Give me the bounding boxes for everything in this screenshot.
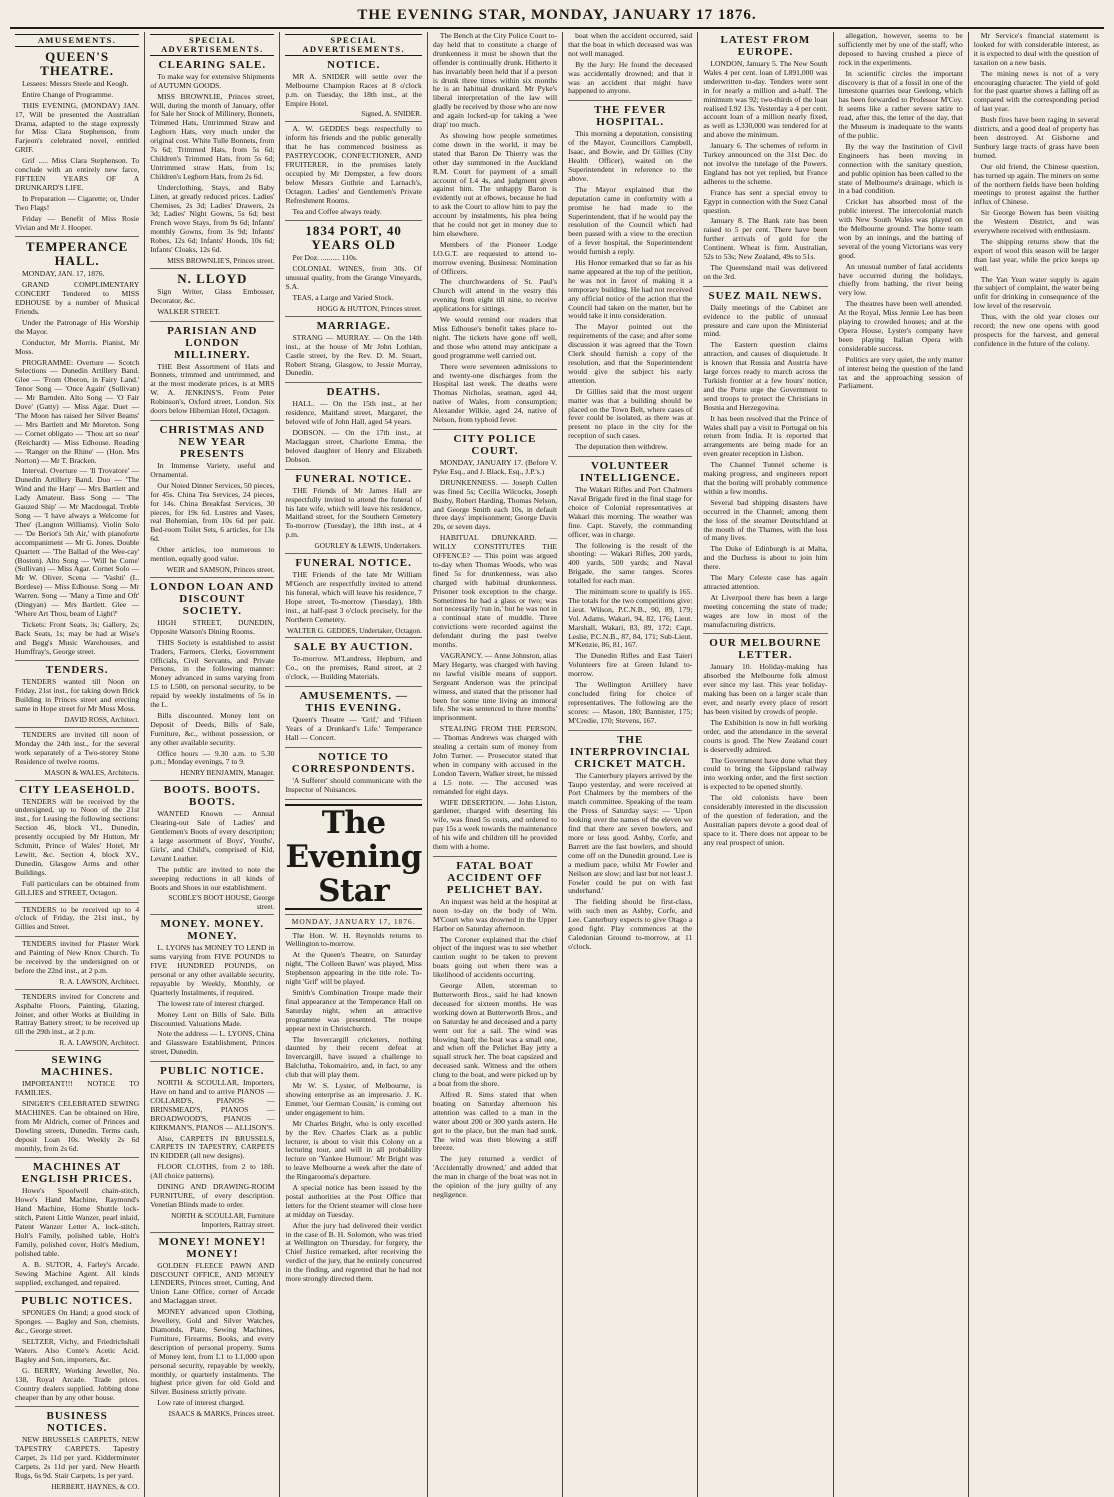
headline: MONEY! MONEY! MONEY! <box>158 1235 267 1260</box>
headline: FUNERAL NOTICE. <box>295 557 412 570</box>
advertisement-block <box>150 1236 274 1421</box>
signature: Signed, A. SNIDER. <box>361 109 422 119</box>
paragraph: The fielding should be first-class, with such men as Ashby, Corfe, and Lee. Canterbury expects to give Otago a good fight. Play commences at the Caledonian Ground to-morrow, at 11 o'clock. <box>568 897 693 951</box>
paragraph: Also, CARPETS IN BRUSSELS, CARPETS IN TAPESTRY, CARPETS IN KIDDER (all new designs). <box>150 1133 275 1161</box>
headline: THE INTERPROVINCIAL CRICKET MATCH. <box>569 733 691 770</box>
paragraph: HIGH STREET, DUNEDIN, Opposite Watson's Dining Rooms. <box>150 617 275 636</box>
paragraph: By the way the Institution of Civil Engineers has been moving in connection with the sanitary question, and public opinion has been called to the state of Melbourne's drainage, which is in a bad condition. <box>838 141 963 196</box>
signature: ISAACS & MARKS, Princes street. <box>168 1409 275 1419</box>
paragraph: The Duke of Edinburgh is at Malta, and the Duchess is about to join him there. <box>703 544 828 572</box>
signature: MISS BROWNLIE'S, Princes street. <box>167 255 275 265</box>
advertisement-block <box>433 860 557 1204</box>
headline: QUEEN'S THEATRE. <box>40 48 115 78</box>
paragraph: THE Friends of the late Mr William M'Geoch are respectfully invited to attend his funeral, which will leave his residence, 7 Hope street, To-morrow (Tuesday), 18th inst., at half-past 3 o'clock precisely, for the Northern Cemetery. <box>285 570 422 624</box>
paragraph: TENDERS are invited till noon of Monday the 24th inst., for the several work separately of a Two-storey Stone Residence of twelve rooms. <box>15 730 140 766</box>
paragraph: Under the Patronage of His Worship the Mayor. <box>15 317 140 336</box>
paragraph: The Wakari Rifles and Port Chalmers Naval Brigade fired in the final stage for choice of Colonial representatives at Wakari this morning. The weather was fine. Capt. Stavely, the commanding officer, was in charge. <box>568 485 693 539</box>
paragraph: COLONIAL WINES, from 30s. Of unusual quality, from the Grange Vineyards, S.A. <box>285 264 422 292</box>
paragraph: The theatres have been well attended. At the Royal, Miss Jennie Lee has been playing to crowded houses; and at the Opera House, Lyster's company have been playing Italian Opera with considerable success. <box>838 299 963 353</box>
paragraph: HALL. — On the 15th inst., at her residence, Maitland street, Margaret, the beloved wife of John Hall, aged 54 years. <box>285 399 422 427</box>
column-2 <box>145 32 280 1497</box>
advertisement-block <box>150 59 274 269</box>
paragraph: Conductor, Mr Morris. Pianist, Mr Moss. <box>15 337 140 356</box>
paragraph: A. W. GEDDES begs respectfully to inform his friends and the public generally that he has commenced business as PASTRYCOOK, CONFECTIONER, AND FRUITERER, in the premises lately occupied by Mr Dempster, a few doors below Messrs Guthrie and Larnach's, Octagon. Ladies' and Gentlemen's Private Refreshment Rooms. <box>285 124 422 205</box>
paragraph: In scientific circles the important discovery is that of a fossil in one of the limestone quarries near Geelong, which has been forwarded to Professor M'Coy. It seems like a rather severe satire to read, after this, the letter of the day, that the Museum is inadequate to the wants of the public. <box>838 68 963 140</box>
advertisement-block <box>15 731 139 781</box>
paragraph: An unusual number of fatal accidents have occurred during the holidays, chiefly from bathing, the river being very low. <box>838 261 963 298</box>
signature: WALTER G. GEDDES, Undertaker, Octagon. <box>287 625 422 635</box>
paragraph: January 10. Holiday-making has absorbed the Melbourne folk almost ever since my last. This year holiday-making has been on a larger scale than ever, and nearly every place of resort has been visited by crowds of people. <box>703 662 828 716</box>
headline: AMUSEMENTS. — THIS EVENING. <box>299 690 408 715</box>
signature: HENRY BENJAMIN, Manager. <box>180 768 275 778</box>
advertisement-block <box>433 433 557 857</box>
paragraph: TEAS, a Large and Varied Stock. <box>292 293 394 303</box>
advertisement-block <box>15 940 139 990</box>
paragraph: THE Best Assortment of Hats and Bonnets, trimmed and untrimmed, and at the most moderate prices, is at MRS W. A. JENKINS'S, From Peter Robinson's, Oxford street, London. Six doors below Hibernian Hotel, Octagon. <box>150 361 275 416</box>
dateline: MONDAY, JANUARY 17, 1876. <box>285 918 421 929</box>
advertisement-block <box>285 804 421 915</box>
paragraph: The Queensland mail was delivered on the 3rd. <box>703 262 828 281</box>
headline: BOOTS. BOOTS. BOOTS. <box>163 784 261 809</box>
paragraph: The shipping returns show that the export of wool this season will be larger than last year, while the price keeps up well. <box>973 236 1099 273</box>
paragraph: Grif ..... Miss Clara Stephenson. To conclude with an entirely new farce, FIFTEEN YEARS OF A DRUNKARD'S LIFE. <box>15 156 140 192</box>
advertisement-block <box>15 240 139 661</box>
advertisement-block <box>285 224 421 316</box>
paragraph: The Mayor pointed out the requirements of the case; and after some discussion it was agreed that the Town Clerk should furnish a copy of the resolution, and that the Superintendent would give the subject his early attention. <box>568 322 693 385</box>
signature: MASON & WALES, Architects. <box>44 767 140 777</box>
paragraph: There were seventeen admissions to and twenty-one discharges from the Hospital last week. The deaths were Thomas Nicholas, seaman, aged 44, native of Wales, from consumption; Alexander Wilkie, aged 24, native of Nelson, from typhoid fever. <box>432 361 558 425</box>
advertisement-block <box>285 473 421 554</box>
paragraph: We would remind our readers that Miss Edhouse's benefit takes place to-night. The tickets have gone off well, and those who attend may anticipate a good programme well carried out. <box>432 315 558 360</box>
advertisement-block <box>285 125 421 221</box>
paragraph: Entire Change of Programme. <box>22 89 114 99</box>
paragraph: Dr Gillies said that the most urgent matter was that a building should be placed on the Town Belt, where cases of fever could be isolated, as there was at present no place in the city for the reception of such cases. <box>568 386 693 441</box>
masthead <box>10 6 1104 29</box>
paragraph: The following is the result of the shooting: — Wakari Rifles, 200 yards, 400 yards, 500 yards; and Naval Brigade, the same ranges. Scores totalled for each man. <box>568 540 693 586</box>
advertisement-block <box>15 993 139 1051</box>
advertisement-block <box>15 1295 139 1407</box>
paragraph: FLOOR CLOTHS, from 2 to 18ft. (All choice patterns). <box>150 1162 275 1181</box>
paragraph: By the Jury: He found the deceased was accidentally drowned; and that it was an accident that might have happened to anyone. <box>568 59 693 96</box>
paragraph: Howe's Spoolwell chain-stitch, Howe's Hand Machine, Raymond's Hand Machine, Home Shuttle lock-stitch, Patent Little Wanzer, pearl inlaid, Patent Wanzer Letter A, lock-stitch, Holt's Family, polished table, Holt's Family, polished cover, Holt's Medium, polished table. <box>15 1186 140 1258</box>
headline: TENDERS. <box>45 664 109 677</box>
paragraph: GRAND COMPLIMENTARY CONCERT Tendered to MISS EDHOUSE by a number of Musical Friends. <box>15 280 140 317</box>
headline: LATEST FROM EUROPE. <box>720 34 811 58</box>
headline: MONEY. MONEY. MONEY. <box>160 918 265 943</box>
paragraph: This morning a deputation, consisting of the Mayor, Councillors Campbell, Isaac, and Bowie, and Dr Gillies (City Health Officer), waited on the Superintendent in reference to the above. <box>568 129 693 183</box>
paragraph: Cricket has absorbed most of the public interest. The intercolonial match with New South Wales was played on the Melbourne ground. The home team won by an innings, and the batting of several of the young Victorians was very good. <box>838 197 963 260</box>
paragraph: Lessees: Messrs Steele and Keogh. <box>22 78 129 88</box>
paragraph: LONDON, January 5. The New South Wales 4 per cent. loan of L891,000 was underwritten to-day. Tenders were sent in for nearly a million and a-half. The minimum was 92; two-thirds of the loan realised L92 13s. Yesterday a 4 per cent. account loan of a million nearly fixed, as well as L330,000 was tendered for at and above the minimum. <box>703 59 828 140</box>
paragraph: January 8. The Bank rate has been raised to 5 per cent. There have been further arrivals of gold for the Continent. Wheat is firm. Australian, 52s to 53s; New Zealand, 49s to 51s. <box>703 216 828 262</box>
paragraph: Interval. Overture — 'Il Trovatore' — Dunedin Artillery Band. Duo — 'The Wind and the Harp' — Mrs Bartlett and Lady Amateur. Bass Song — 'The Gauzed Ship' — Mr Macdougal. Treble Song — 'I have always a Welcome for Thee' (Langton Williams). Violin Solo — 'De Beriot's 5th Air,' with pianoforte accompaniment — Mr G. Jones. Double Quartett — 'The Ballad of the Wee-cay' (Boston). Alto Song — 'Will he Come' (Sullivan) — Miss Agar. Cornet Solo — Mr W. Oliver. Scena — 'Vashti' (L. Bordese) — Miss Edhouse. Song — Mr Warren. Song — 'Many a Time and Oft' (Dingyan) — Mrs Bartlett. Glee — 'Where Art Thou, beam of Light?' <box>15 466 140 618</box>
paragraph: STRANG — MURRAY. — On the 14th inst., at the house of Mr John Lothian, Castle street, by the Rev. D. M. Stuart, Robert Strang, Glasgow, to Jessie Murray, Dunedin. <box>285 332 422 378</box>
paragraph: Underclothing, Stays, and Baby Linen, at greatly reduced prices. Ladies' Chemises, 2s 3d; Ladies' Drawers, 2s 3d; Ladies' Night Gowns, 5s 6d; best French wove Stays, from 9s 6d; Infants' monthly Gowns, from 3s 9d; Infants' Robes, 12s 6d; Infants' Hoods, 10s 6d; Infants' Cloaks, 12s 6d. <box>150 182 275 255</box>
paragraph: MISS BROWNLIE, Princes street, Will, during the month of January, offer for Sale her Stock of Millinery, Bonnets, Trimmed Hats, Untrimmed Straw and Leghorn Hats, very much under the original cost. White Tulle Bonnets, from 7s 6d; Trimmed Hats, from 5s 6d; Children's Trimmed Hats, from 5s 6d; Untrimmed straw Hats, from 1s; Children's Leghorn Hats, from 2s 6d. <box>150 91 275 181</box>
paragraph: MONDAY, JAN. 17, 1876. <box>22 269 105 279</box>
advertisement-block <box>15 906 139 938</box>
headline: NOTICE. <box>327 58 381 71</box>
column-6 <box>698 32 833 1497</box>
paragraph: Tickets: Front Seats, 3s; Gallery, 2s; Back Seats, 1s; may be had at Wise's and Begg's Music Warehouses, and Humffray's, George street. <box>15 619 140 656</box>
advertisement-block <box>15 1410 139 1493</box>
paragraph: THIS EVENING, (MONDAY) JAN. 17, Will be presented the Australian Drama, adapted to the stage expressly for Miss Clara Stephenson, from Farjeon's celebrated novel, entitled GRIF. <box>15 100 140 155</box>
paragraph: The old colonists have been considerably interested in the discussion of the question of federation, and the Australian papers devote a good deal of space to it. There does not appear to be any real prospect of union. <box>703 793 828 847</box>
headline: PUBLIC NOTICE. <box>160 1065 265 1078</box>
paragraph: In Immense Variety, useful and Ornamental. <box>150 461 275 479</box>
headline: N. LLOYD <box>177 270 248 286</box>
headline: TEMPERANCE HALL. <box>25 239 129 269</box>
column-3 <box>280 32 427 1497</box>
paragraph: TENDERS invited for Plaster Work and Painting of New Knox Church. To be received by the undersigned on or before the 22nd inst., at 2 p.m. <box>15 939 140 975</box>
advertisement-block <box>568 734 692 956</box>
paragraph: Mr Service's financial statement is looked for with considerable interest, as it is expected to deal with the question of taxation on a new basis. <box>973 31 1099 67</box>
paragraph: DRUNKENNESS. — Joseph Cullen was fined 5s; Cecilia Wilcocks, Joseph Busby, Robert Harding, Thomas Nelson, and George Smith each 10s, in default three days' imprisonment; George Davis 20s, or seven days. <box>432 477 558 532</box>
advertisement-block <box>285 59 421 123</box>
paragraph: An inquest was held at the hospital at noon to-day on the body of Wm. M'Court who was drowned in the Upper Harbor on Saturday afternoon. <box>432 896 558 933</box>
signature: HOGG & HUTTON, Princes street. <box>317 303 422 313</box>
paragraph: The lowest rate of interest charged. <box>157 998 265 1008</box>
paragraph: Members of the Pioneer Lodge I.O.G.T. are requested to attend to-morrow evening. Business: Nomination of Officers. <box>432 239 558 276</box>
advertisement-block <box>150 1065 274 1233</box>
paragraph: Sir George Bowen has been visiting the Western District, and was everywhere received with enthusiasm. <box>973 208 1099 236</box>
paragraph: The Hon. W. H. Reynolds returns to Wellington to-morrow. <box>285 930 422 949</box>
advertisement-block <box>433 32 557 430</box>
paragraph: In Preparation — Cigarette; or, Under Two Flags! <box>15 193 140 212</box>
headline: LONDON LOAN AND DISCOUNT SOCIETY. <box>150 580 275 617</box>
paragraph: At Liverpool there has been a large meeting concerning the state of trade; wages are low in most of the manufacturing districts. <box>703 592 828 629</box>
advertisement-block <box>15 784 139 903</box>
paragraph: DINING AND DRAWING-ROOM FURNITURE, of every description. Venetian Blinds made to order. <box>150 1182 275 1209</box>
paragraph: To make way for extensive Shipments of AUTUMN GOODS. <box>150 71 275 90</box>
signature: GOURLEY & LEWIS, Undertakers. <box>314 541 422 551</box>
paragraph: Money Lent on Bills of Sale. Bills Discounted. Valuations Made. <box>150 1009 275 1028</box>
advertisement-block <box>150 325 274 421</box>
paragraph: Office hours — 9.30 a.m. to 5.30 p.m.; Monday evenings, 7 to 9. <box>150 748 275 767</box>
paragraph: WALKER STREET. <box>157 306 220 316</box>
signature: R. A. LAWSON, Architect. <box>59 1038 140 1048</box>
paragraph: GOLDEN FLEECE PAWN AND DISCOUNT OFFICE, AND MONEY LENDERS, Princes street, Cutting, And Union Lane Office, corner of Arcade and Maclaggan street. <box>150 1260 275 1306</box>
paragraph: The Mayor explained that the deputation came in conformity with a promise he had made to the Superintendent, that if he would pay the resolution of the Council which had been passed with a view to the erection of a fever hospital, the Superintendent would furnish a reply. <box>568 184 693 257</box>
paragraph: Bills discounted. Money lent on Deposit of Deeds, Bills of Sale, Furniture, &c., without possession, or any other available security. <box>150 710 275 747</box>
advertisement-block <box>285 557 421 638</box>
paragraph: HABITUAL DRUNKARD. — WILLY CONSTITUTES THE OFFENCE? — This point was argued to-day when Thomas Woods, who was fined 5s for drunkenness, was also charged with habitual drunkenness. Prisoner took exception to the charge. Sometimes he had a glass or two; was not necessarily 'run in,' but he was not in a continual state of muddle. Three convictions were recorded against the defendant during the past twelve months. <box>432 533 558 650</box>
paragraph: After the jury had delivered their verdict in the case of B. H. Solomon, who was tried at Wellington on Thursday, for forgery, the Chief Justice remarked, after receiving the verdict of the jury, that he entirely concurred in the finding, and regretted that he had not more strongly directed them. <box>285 1220 422 1284</box>
paragraph: Several bad shipping disasters have occurred in the Channel; among them the loss of the steamer Deutschland at the mouth of the Thames, with the loss of many lives. <box>703 497 828 543</box>
paragraph: Our old friend, the Chinese question, has turned up again. The miners on some of the northern fields have been holding meetings to protest against the further influx of Chinese. <box>973 161 1099 207</box>
paragraph: The Exhibition is now in full working order, and the attendance in the several courts is good. The New Zealand court is deservedly admired. <box>703 717 828 754</box>
paragraph: WIFE DESERTION. — John Liston, gardener, charged with deserting his wife, was fined 5s costs, and ordered to pay 15s a week towards the maintenance of his wife and children till he provided them with a home. <box>432 797 558 852</box>
paragraph: Sign Writer, Glass Embosser, Decorator, &c. <box>150 286 275 305</box>
paragraph: His Honor remarked that so far as his name appeared at the top of the petition, he was not in favor of making it a temporary building. He had not received any official notice of the action that the Council had taken on the matter, but he would take it into consideration. <box>568 258 693 321</box>
paragraph: Alfred R. Sims stated that when boating on Saturday afternoon his attention was called to a man in the water about 200 or 300 yards astern. He got to the place, but the man had sunk. The wind was then blowing a stiff breeze. <box>432 1089 558 1153</box>
headline: PARISIAN AND LONDON MILLINERY. <box>167 324 258 361</box>
headline: BUSINESS NOTICES. <box>46 1410 108 1435</box>
paragraph: Queen's Theatre — 'Grif,' and 'Fifteen Years of a Drunkard's Life.' Temperance Hall — Concert. <box>285 715 422 742</box>
headline: FATAL BOAT ACCIDENT OFF PELICHET BAY. <box>446 859 544 896</box>
paragraph: SINGER'S CELEBRATED SEWING MACHINES. Can be obtained on Hire, from Mr Aldrich, corner of Princes and Dowling streets, Dunedin. Terms cash, deposit Loan 10s. Weekly 2s 6d monthly, from 2s 6d. <box>15 1099 140 1153</box>
paragraph: The Mary Celeste case has again attracted attention. <box>703 573 828 591</box>
signature: WEIR and SAMSON, Princes street. <box>166 564 275 574</box>
paragraph: MR A. SNIDER will settle over the Melbourne Champion Races at 8 o'clock p.m. on Tuesday, the 18th inst., at the Empire Hotel. <box>285 71 422 108</box>
advertisement-block <box>839 32 963 395</box>
headline: FUNERAL NOTICE. <box>295 472 412 485</box>
headline: VOLUNTEER INTELLIGENCE. <box>579 460 681 485</box>
column-8 <box>969 32 1104 1497</box>
headline: MARRIAGE. <box>316 319 391 332</box>
paragraph: The Bench at the City Police Court to-day held that to constitute a charge of drunkenness it must be shown that the offender is continually drunk. Hitherto it has invariably been held that if a person is drunk three times within six months he is an habitual drunkard. Mr Pyke's liberal interpretation of the law will gladly be received by those who are now and again locked-up for taking a 'wee drap' too much. <box>432 31 558 130</box>
paragraph: THE Friends of Mr James Hall are respectfully invited to attend the funeral of his late wife, which will leave his residence, Maitland street, for the Southern Cemetery To-morrow (Tuesday), the 18th inst., at 4 p.m. <box>285 485 422 540</box>
paragraph: Note the address — L. LYONS, China and Glassware Establishment, Princes street, Dunedin. <box>150 1029 275 1057</box>
advertisement-block <box>15 664 139 728</box>
paragraph: Mr W. S. Lyster, of Melbourne, is showing enterprise as an impresario. J. K. Emmet, 'our German Cousin,' is coming out under engagement to him. <box>285 1081 422 1117</box>
signature: NORTH & SCOULLAR, Furniture Importers, Rattray street. <box>171 1210 275 1229</box>
column-1 <box>10 32 145 1497</box>
headline: CITY LEASEHOLD. <box>19 783 136 796</box>
paragraph: Per Doz. .......... 110s. <box>292 253 358 263</box>
advertisement-block <box>150 918 274 1062</box>
advertisement-block <box>150 424 274 578</box>
paragraph: VAGRANCY. — Anne Johnston, alias Mary Hegarty, was charged with having no lawful visible means of support. Sergeant Anderson was the principal witness, and stated that the prisoner had been for some time living an immoral life. She was sentenced to three months' imprisonment. <box>432 651 558 723</box>
masthead-title: THE EVENING STAR, MONDAY, JANUARY 17 1876. <box>357 7 757 23</box>
advertisement-block <box>150 784 274 915</box>
advertisement-block <box>285 386 421 469</box>
paragraph: Low rate of interest charged. <box>157 1398 245 1408</box>
paragraph: A. B. SUTOR, 4, Farley's Arcade. Sewing Machine Agent. All kinds supplied, exchanged, and repaired. <box>15 1259 140 1287</box>
paragraph: The Wellington Artillery have concluded firing for choice of representatives. The following are the scores: — Mason, 180; Bannister, 175; M'Credie, 170; Stevens, 167. <box>568 680 693 725</box>
paragraph: The Invercargill cricketers, nothing daunted by their recent defeat at Invercargill, have issued a challenge to Balclutha, Tokomairiro, and, in fact, to any club that will play them. <box>285 1034 422 1080</box>
headline: 1834 PORT, 40 YEARS OLD <box>305 223 402 253</box>
section-header: SPECIAL ADVERTISEMENTS. <box>150 34 274 56</box>
column-4 <box>428 32 563 1497</box>
paragraph: France has sent a special envoy to Egypt in connection with the Suez Canal question. <box>703 187 828 215</box>
paragraph: The public are invited to note the sweeping reductions in all kinds of Boots and Shoes in our establishment. <box>150 864 275 892</box>
paragraph: MONEY advanced upon Clothing, Jewellery, Gold and Silver Watches, Diamonds, Plate, Sewing Machines, Furniture, Firearms, Books, and every description of personal property. Sums of Money lent, from L1 to L1,000 upon personal security, repayable by weekly, monthly, or quarterly instalments. The highest price given for old Gold and Silver. Business strictly private. <box>150 1307 275 1397</box>
paragraph: Friday — Benefit of Miss Rosie Vivian and Mr J. Hooper. <box>15 213 140 232</box>
paragraph: 'A Sufferer' should communicate with the Inspector of Nuisances. <box>285 775 422 794</box>
signature: R. A. LAWSON, Architect. <box>59 976 140 986</box>
paragraph: The Coroner explained that the chief object of the inquest was to see whether caution ought to be taken to prevent boats going out when there was a likelihood of accidents occurring. <box>432 934 558 980</box>
headline: SEWING MACHINES. <box>40 1054 114 1079</box>
headline: THE FEVER HOSPITAL. <box>594 104 667 129</box>
advertisement-block <box>568 460 692 731</box>
paragraph: The deputation then withdrew. <box>575 442 668 452</box>
advertisement-block <box>15 1161 139 1292</box>
paragraph: SELTZER, Vichy, and Friedrichshall Waters. Also Conte's Acetic Acid. Bagley and Son, importers, &c. <box>15 1337 140 1364</box>
paragraph: SPONGES On Hand; a good stock of Sponges. — Bagley and Son, chemists, &c., George street. <box>15 1308 140 1336</box>
paragraph: The Eastern question claims attraction, and causes of disquietude. It is known that Russia and Austria have large forces ready to march across the Turkish frontier at a few hours' notice, and the Porte urge the Government to send troops to protect the Christians in Bosnia and Herzegovina. <box>703 340 828 412</box>
headline: PUBLIC NOTICES. <box>21 1295 133 1308</box>
paragraph: IMPORTANT!!! NOTICE TO FAMILIES. <box>15 1079 140 1098</box>
paragraph: boat when the accident occurred, said that the boat in which deceased was was not well managed. <box>568 31 693 58</box>
paragraph: NORTH & SCOULLAR, Importers, Have on hand and to arrive PIANOS — COLLARD'S, PIANOS — BRINSMEAD'S, PIANOS — BROADWOOD'S, PIANOS — KIRKMAN'S, PIANOS — ALLISON'S. <box>150 1078 275 1132</box>
advertisement-block <box>15 1054 139 1158</box>
paragraph: PROGRAMME: Overture — Scotch Selections — Dunedin Artillery Band. Glee — 'From Oberon, in Fairy Land.' Tenor Song — 'Once Again' (Sullivan) — Mr Barnden. Alto Song — 'O Fair Dove' (Gatty) — Miss Agar. Duet — 'The Moon has raised her Silver Beams' — Mrs Bartlett and Mr Moreton. Song — Cornet obligato — 'Thou art so near' (Reichardt) — Miss Edhouse. Reading — 'Ranger on the Rhine' — (Hon. Mrs Norton) — Mr T. Bracken. <box>15 357 140 465</box>
paragraph: G. BERRY, Working Jeweller, No. 138, Royal Arcade. Trade prices. Country dealers supplied. Jobbing done cheaper than by any other house. <box>15 1365 140 1402</box>
section-header: SPECIAL ADVERTISEMENTS. <box>285 34 421 56</box>
section-header: AMUSEMENTS. <box>15 34 139 47</box>
paragraph: The jury returned a verdict of 'Accidentally drowned,' and added that the man in charge of the boat was not in the opinion of the jury guilty of any negligence. <box>432 1154 558 1199</box>
paragraph: TENDERS to be received up to 4 o'clock of Friday, the 21st inst., by Gillies and Street. <box>15 904 140 932</box>
advertisement-block <box>285 320 421 384</box>
paragraph: DOBSON. — On the 17th inst., at Maclaggan street, Charlotte Emma, the beloved daughter of Henry and Elizabeth Dobson. <box>285 428 422 464</box>
paragraph: L. LYONS has MONEY TO LEND in sums varying from FIVE POUNDS to FIVE HUNDRED POUNDS, on personal or any other available security, repayable by Weekly, Monthly, or Quarterly Instalments, if required. <box>150 943 275 997</box>
paragraph: NEW BRUSSELS CARPETS, NEW TAPESTRY CARPETS. Tapestry Carpet, 2s 11d per yard. Kidderminster Carpets, 2s 11d per yard. New Hearth Rugs, 6s 9d. Stair Carpets, 1s per yard. <box>15 1435 140 1481</box>
advertisement-block <box>568 104 692 457</box>
paragraph: Bush fires have been raging in several districts, and a good deal of property has been destroyed. At Gisborne and Sunbury large tracts of grass have been burned. <box>973 115 1099 160</box>
headline: MACHINES AT ENGLISH PRICES. <box>21 1161 133 1186</box>
paragraph: TENDERS invited for Concrete and Asphalte Floors, Painting, Glazing, Joiner, and other Works at Building in Rattray Battery street; to be received up till the 29th inst., at 2 p.m. <box>15 991 140 1037</box>
paragraph: Daily meetings of the Cabinet are evidence to the public of unusual pressure and care upon the Ministerial mind. <box>703 302 828 339</box>
paragraph: Mr Charles Bright, who is only excelled by the Rev. Charles Clark as a public lecturer, is about to visit this Colony on a lecturing tour, and will in all probability lecture on 'Yankee Humour.' Mr Bright was to leave Melbourne a week after the date of the Ringarooma's departure. <box>285 1118 422 1182</box>
advertisement-block <box>285 641 421 687</box>
paragraph: January 6. The schemes of reform in Turkey announced on the 31st Dec. do not involve the tutelage of the Powers. England has not yet replied, but France adheres to the scheme. <box>703 141 828 186</box>
column-5 <box>563 32 698 1497</box>
advertisement-block <box>285 690 421 748</box>
paragraph: The Dunedin Rifles and East Taieri Volunteers fire at Green Island to-morrow. <box>568 651 693 679</box>
paragraph: The Yan Yean water supply is again the subject of complaint, the water being unfit for drinking in consequence of the low level of the reservoir. <box>973 274 1099 311</box>
advertisement-block <box>568 32 692 101</box>
advertisement-block <box>285 751 421 800</box>
advertisement-block <box>974 32 1099 353</box>
headline: SUEZ MAIL NEWS. <box>708 289 823 302</box>
paragraph: THIS Society is established to assist Traders, Farmers, Clerks, Government Officials, Civil Servants, and Private Persons, in the following manner: Money advanced in sums varying from L5 to L500, on personal security, to be repaid by weekly instalments of 5s in the L. <box>150 637 275 710</box>
paragraph: WANTED Known — Annual Clearing-out Sale of Ladies' and Gentlemen's Boots of every description; a large assortment of Boys', Youths', Girls', and Child's, comprised of Kid, Levant Leather. <box>150 809 275 863</box>
headline: DEATHS. <box>326 386 381 399</box>
paragraph: The Canterbury players arrived by the Taupo yesterday, and were received at Port Chalmers by the members of the match committee. Speaking of the team the Press of Saturday says: — 'Upon looking over the names of the eleven we find that there are seven bowlers, and more or less good. Ashby, Corfe, and Barrett are the fast bowlers, and should come off on the Dunedin ground. Lee is a medium pace, whilst Mr Fowler and Neilson are slow; and last but not least J. Fowler could be put on with fast underhand.' <box>568 770 693 896</box>
paragraph: The churchwardens of St. Paul's Church will attend in the vestry this evening from eight till nine, to receive applications for sittings. <box>432 277 558 314</box>
advertisement-block <box>285 918 421 1288</box>
paragraph: allegation, however, seems to be sufficiently met by one of the staff, who deposed to having crushed a piece of rock in the experiments. <box>838 31 963 67</box>
paragraph: To-morrow. M'Landress, Hepburn, and Co., on the premises, Rand street, at 2 o'clock, — Building Materials. <box>285 654 422 682</box>
advertisement-block <box>703 637 827 851</box>
paragraph: George Allen, storeman to Butterworth Bros., said he had known deceased for sixteen months. He was working down at Butterworth Bros., and on Saturday he and deceased and a party went out for a sail. The wind was blowing hard; the boat was a small one, and when off the Pelichet Bay jetty a squall struck her. The boat capsized and deceased sank. Witness and the others clung to the boat, and were picked up by a boat from the shore. <box>432 981 558 1089</box>
headline: CITY POLICE COURT. <box>453 432 537 457</box>
signature: SCOBLE'S BOOT HOUSE, George street. <box>168 893 275 912</box>
paragraph: A special notice has been issued by the postal authorities at the Post Office that letters for the Orient steamer will close here at midday on Tuesday. <box>285 1183 422 1219</box>
paragraph: It has been resolved that the Prince of Wales shall pay a visit to Portugal on his return from India. It is reported that arrangements are being made for an even greater reception in Lisbon. <box>703 413 828 459</box>
paragraph: As showing how people sometimes come down in the world, it may be stated that Baron De Thierry was the other day summoned in the Auckland R.M. Court for payment of a small account of L4 4s, and judgment given against him. The unhappy Baron is evidently out at elbows, because he had to ask the Court to allow him to pay the account by instalments, his plea being that he could not get in money due to him elsewhere. <box>432 130 558 238</box>
advertisement-block <box>150 272 274 322</box>
paragraph: The mining news is not of a very encouraging character. The yield of gold for the past quarter shows a falling off as compared with the corresponding period of last year. <box>973 68 1099 114</box>
headline: SALE BY AUCTION. <box>294 641 414 654</box>
paragraph: The Government have done what they could to bring the Gippsland railway into working order, and the first section is expected to be opened shortly. <box>703 755 828 792</box>
paragraph: Thus, with the old year closes our record; the new one opens with good prospects for the harvest, and general confidence in the future of the colony. <box>973 312 1099 348</box>
paragraph: Politics are very quiet, the only matter of interest being the question of the land tax and the approaching session of Parliament. <box>838 354 963 391</box>
paragraph: STEALING FROM THE PERSON. — Thomas Andrews was charged with stealing a certain sum of money from John Turner. — Prosecutor stated that when in company with accused in the London Tavern, Walker street, he missed a L5 note. — The accused was remanded for eight days. <box>432 724 558 796</box>
advertisement-block <box>703 34 827 287</box>
columns <box>10 31 1104 1491</box>
signature: HERBERT, HAYNES, & CO. <box>51 1482 140 1491</box>
newspaper-nameplate: The Evening Star <box>285 804 422 909</box>
signature: DAVID ROSS, Architect. <box>64 715 140 725</box>
headline: NOTICE TO CORRESPONDENTS. <box>291 750 416 775</box>
paragraph: Full particulars can be obtained from GILLIES and STREET, Octagon. <box>15 878 140 897</box>
headline: CLEARING SALE. <box>158 58 267 71</box>
paragraph: MONDAY, JANUARY 17. (Before V. Pyke Esq., and J. Black, Esq., J.P.'s.) <box>432 457 558 476</box>
advertisement-block <box>703 290 827 635</box>
headline: CHRISTMAS AND NEW YEAR PRESENTS <box>159 424 266 460</box>
headline: OUR MELBOURNE LETTER. <box>709 637 822 662</box>
advertisement-block <box>15 50 139 238</box>
paragraph: TENDERS wanted till Noon on Friday, 21st inst., for taking down Brick Building in Princes street and erecting same in Hope street for Mr Moss Moss. <box>15 677 140 714</box>
paragraph: Other articles, too numerous to mention, equally good value. <box>150 545 275 564</box>
advertisement-block <box>150 581 274 781</box>
paragraph: The minimum score to qualify is 165. The totals for the two competitions give: Lieut. Wilson, P.C.N.B., 90, 89, 179; Vol. Adams, Wakari, 94, 82, 176; Lieut. Marshall, Wakari, 83, 89, 172; Capt. Leslie, P.C.N.B., 87, 84, 171; Sub-Lieut. M'Kenzie, 86, 81, 167. <box>568 587 693 650</box>
paragraph: Our Noted Dinner Services, 50 pieces, for 45s. China Tea Services, 24 pieces, for 14s. China Breakfast Services, 30 pieces, for 19s 6d. Lustres and Vases, real Bohemian, from 10s 6d per pair. Bed-room Toilet Sets, 6 articles, for 13s 6d. <box>150 480 275 544</box>
paragraph: At the Queen's Theatre, on Saturday night, 'The Colleen Bawn' was played, Miss Stephenson appearing in the title role. To-night 'Grif' will be played. <box>285 950 422 987</box>
paragraph: TENDERS will be received by the undersigned, up to Noon of the 21st inst., for Leasing the following sections: Section 46, block VI., Dunedin, presently occupied by Mr Hutton, Mr Schmitt, Prince of Wales' Hotel, Mr Lewitt, &c. Section 4, block XV., Dunedin, Glasgow Arms and other Buildings. <box>15 796 140 877</box>
column-7 <box>834 32 969 1497</box>
paragraph: Tea and Coffee always ready. <box>292 206 382 216</box>
paragraph: The Channel Tunnel scheme is making progress, and engineers report that the boring will probably commence within a few months. <box>703 460 828 496</box>
paragraph: Smith's Combination Troupe made their final appearance at the Temperance Hall on Saturday night, when an attractive programme was presented. The troupe appear next in Christchurch. <box>285 988 422 1033</box>
